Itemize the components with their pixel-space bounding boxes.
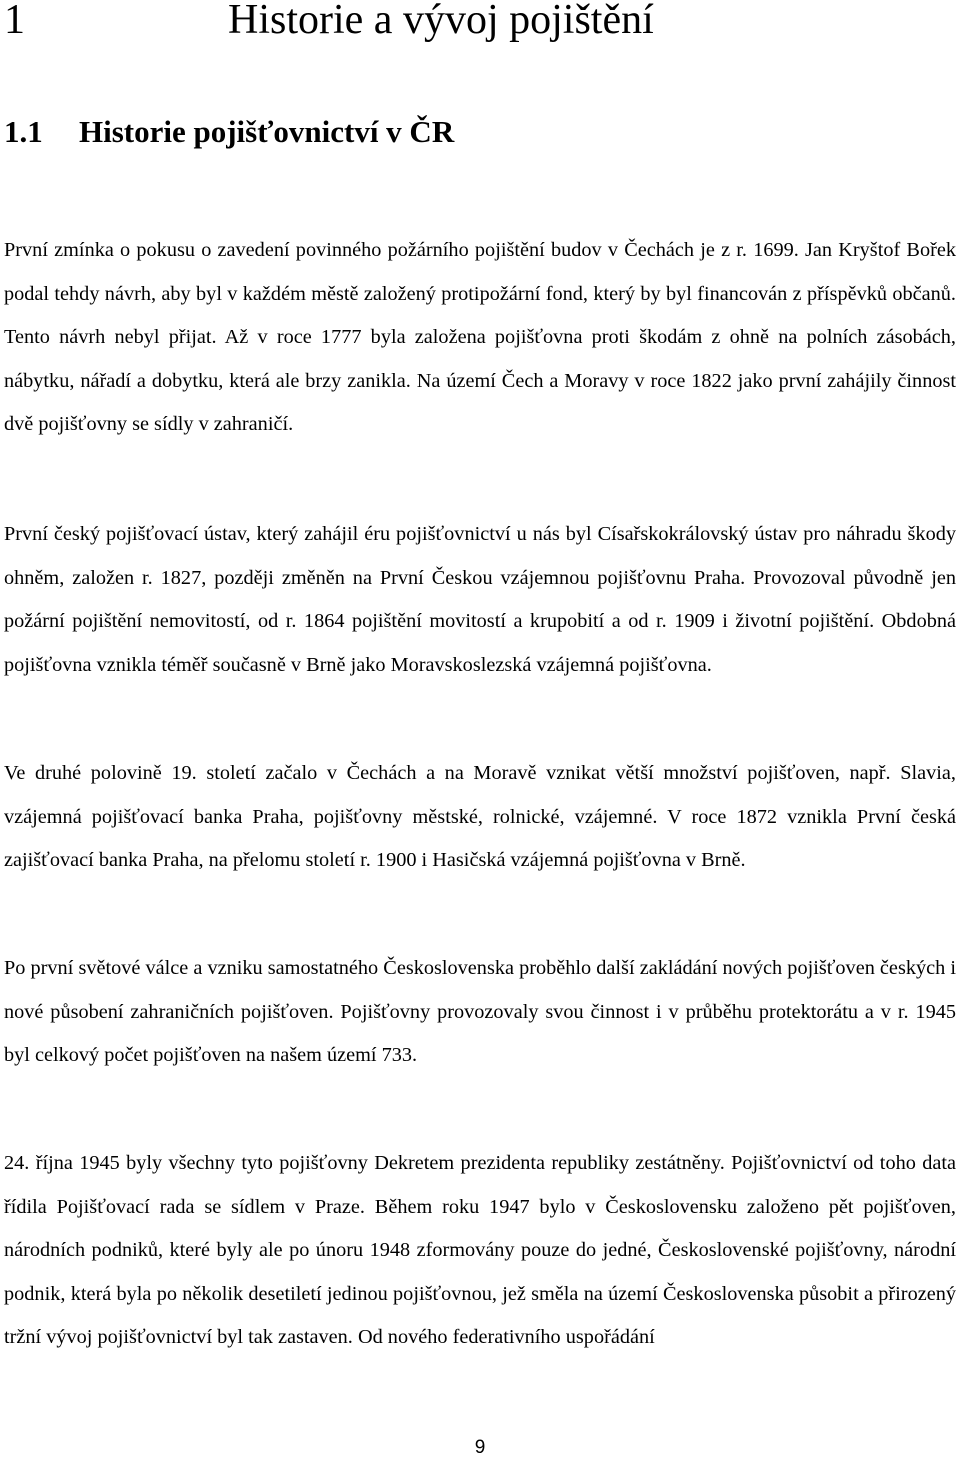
paragraph-19th-century: Ve druhé polovině 19. století začalo v Čechách a na Moravě vznikat větší množství pojišťoven, např. Slavia, vzájemná pojišťovací banka Praha, pojišťovny městské, rolnické, vzájemné. V roce 1872 vznikla První česká zajišťovací banka Praha, na přelomu století r. 1900 i Hasičská vzájemná pojišťovna v Brně. bbox=[4, 762, 956, 871]
paragraph-after-ww1: Po první světové válce a vzniku samostatného Československa proběhlo další zakládání nových pojišťoven českých i nové působení zahraničních pojišťoven. Pojišťovny provozovaly svou činnost i v průběhu protektorátu a v r. 1945 byl celkový počet pojišťoven na našem území 733. bbox=[4, 957, 956, 1066]
paragraph-first-mention: První zmínka o pokusu o zavedení povinného požárního pojištění budov v Čechách je z r. 1699. Jan Kryštof Bořek podal tehdy návrh, aby byl v každém městě založený protipožární fond, který by byl financován z příspěvků občanů. Tento návrh nebyl přijat. Až v roce 1777 byla založena pojišťovna proti škodám z ohně na polních zásobách, nábytku, nářadí a dobytku, která ale brzy zanikla. Na území Čech a Moravy v roce 1822 jako první zahájily činnost dvě pojišťovny se sídly v zahraničí. bbox=[4, 239, 956, 435]
paragraph-nationalization: 24. října 1945 byly všechny tyto pojišťovny Dekretem prezidenta republiky zestátněny. Pojišťovnictví od toho data řídila Pojišťovací rada se sídlem v Praze. Během roku 1947 bylo v Československu založeno pět pojišťoven, národních podniků, které byly ale po únoru 1948 zformovány pouze do jedné, Československé pojišťovny, národní podnik, která byla po několik desetiletí jedinou pojišťovnou, jež směla na území Československa působit a přirozený tržní vývoj pojišťovnictví byl tak zastaven. Od nového federativního uspořádání bbox=[4, 1152, 956, 1348]
chapter-title: Historie a vývoj pojištění bbox=[228, 0, 654, 43]
chapter-number: 1 bbox=[4, 0, 25, 43]
section-heading bbox=[4, 110, 454, 154]
section-title: Historie pojišťovnictví v ČR bbox=[79, 114, 455, 149]
page-number: 9 bbox=[474, 1437, 486, 1458]
chapter-heading bbox=[4, 0, 654, 46]
paragraph-first-czech-institution: První český pojišťovací ústav, který zahájil éru pojišťovnictví u nás byl Císařskokrálovský ústav pro náhradu škody ohněm, založen r. 1827, později změněn na První Českou vzájemnou pojišťovnu Praha. Provozoval původně jen požární pojištění nemovitostí, od r. 1864 pojištění movitostí a krupobití a od r. 1909 i životní pojištění. Obdobná pojišťovna vznikla téměř současně v Brně jako Moravskoslezská vzájemná pojišťovna. bbox=[4, 523, 956, 676]
section-number: 1.1 bbox=[4, 114, 43, 149]
